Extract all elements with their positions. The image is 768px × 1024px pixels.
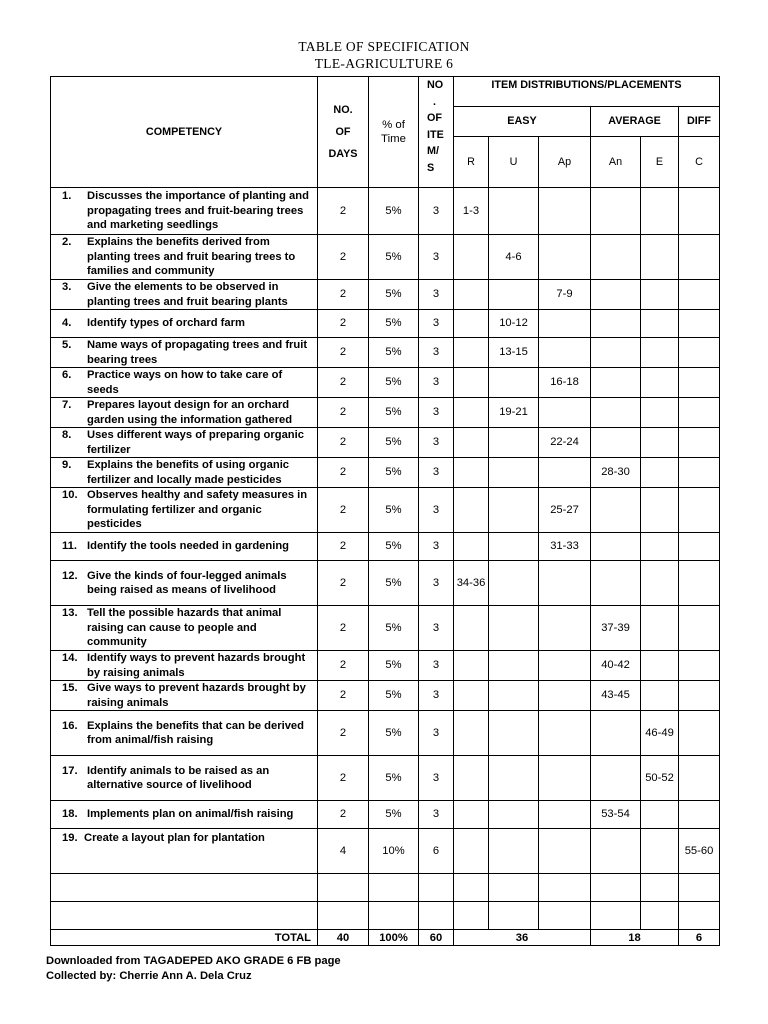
percent-time-cell: 10%: [369, 829, 419, 874]
competency-text: Tell the possible hazards that animal raising can cause to people and community: [87, 607, 282, 649]
e-cell: [641, 458, 679, 488]
e-cell: [641, 488, 679, 533]
days-cell: 2: [318, 801, 369, 829]
items-cell: 3: [419, 368, 454, 398]
items-cell: 3: [419, 561, 454, 606]
an-cell: [591, 711, 641, 756]
days-cell: 2: [318, 235, 369, 280]
competency-row: [51, 188, 720, 235]
competency-number: 7.: [62, 399, 72, 411]
percent-time-cell: 5%: [369, 606, 419, 651]
ap-cell: [539, 756, 591, 801]
days-cell: 2: [318, 398, 369, 428]
items-cell: 3: [419, 681, 454, 711]
competency-cell: [51, 829, 318, 874]
competency-number: 13.: [62, 607, 78, 620]
header-no-of-days: NO. OF DAYS: [318, 77, 369, 188]
u-cell: 19-21: [489, 398, 539, 428]
competency-row: [51, 368, 720, 398]
days-cell: 2: [318, 280, 369, 310]
percent-time-cell: 5%: [369, 561, 419, 606]
total-label: TOTAL: [51, 930, 318, 946]
competency-text: Name ways of propagating trees and fruit bearing trees: [87, 339, 308, 366]
header-no-of-items: NO . OF ITE M/ S: [419, 77, 454, 188]
competency-row: [51, 651, 720, 681]
empty-cell: [369, 902, 419, 930]
total-diff: 6: [679, 930, 720, 946]
ap-cell: [539, 606, 591, 651]
empty-cell: [419, 902, 454, 930]
an-cell: [591, 310, 641, 338]
competency-cell: [51, 711, 318, 756]
competency-number: 2.: [62, 236, 72, 249]
items-cell: 3: [419, 398, 454, 428]
days-cell: 2: [318, 651, 369, 681]
empty-cell: [679, 902, 720, 930]
competency-number: 3.: [62, 281, 72, 293]
empty-row: [51, 874, 720, 902]
competency-text: Give the kinds of four-legged animals being raised as means of livelihood: [87, 569, 287, 596]
competency-cell: [51, 606, 318, 651]
r-cell: [454, 368, 489, 398]
header-ap: Ap: [539, 137, 591, 188]
e-cell: [641, 368, 679, 398]
r-cell: [454, 756, 489, 801]
competency-cell: [51, 533, 318, 561]
header-average: AVERAGE: [591, 107, 679, 137]
ap-cell: [539, 458, 591, 488]
r-cell: [454, 488, 489, 533]
header-easy: EASY: [454, 107, 591, 137]
c-cell: [679, 533, 720, 561]
items-cell: 3: [419, 235, 454, 280]
empty-row: [51, 902, 720, 930]
an-cell: [591, 428, 641, 458]
e-cell: [641, 681, 679, 711]
an-cell: [591, 398, 641, 428]
header-e: E: [641, 137, 679, 188]
empty-cell: [679, 874, 720, 902]
r-cell: [454, 310, 489, 338]
items-cell: 3: [419, 651, 454, 681]
percent-time-cell: 5%: [369, 801, 419, 829]
r-cell: [454, 398, 489, 428]
competency-number: 17.: [62, 764, 78, 777]
r-cell: [454, 681, 489, 711]
an-cell: [591, 280, 641, 310]
competency-text: Give ways to prevent hazards brought by raising animals: [87, 682, 306, 709]
percent-time-cell: 5%: [369, 188, 419, 235]
e-cell: [641, 606, 679, 651]
items-cell: 3: [419, 458, 454, 488]
u-cell: 4-6: [489, 235, 539, 280]
an-cell: [591, 561, 641, 606]
ap-cell: 22-24: [539, 428, 591, 458]
c-cell: [679, 338, 720, 368]
percent-time-cell: 5%: [369, 368, 419, 398]
competency-cell: [51, 488, 318, 533]
competency-text: Identify animals to be raised as an alternative source of livelihood: [87, 764, 270, 791]
an-cell: 43-45: [591, 681, 641, 711]
percent-time-cell: 5%: [369, 681, 419, 711]
competency-number: 9.: [62, 459, 72, 471]
days-cell: 2: [318, 458, 369, 488]
percent-time-cell: 5%: [369, 428, 419, 458]
competency-number: 16.: [62, 719, 78, 732]
specification-table: [50, 76, 720, 946]
percent-time-cell: 5%: [369, 458, 419, 488]
u-cell: [489, 488, 539, 533]
r-cell: [454, 280, 489, 310]
competency-text: Give the elements to be observed in planting trees and fruit bearing plants: [87, 281, 288, 308]
ap-cell: [539, 561, 591, 606]
u-cell: 13-15: [489, 338, 539, 368]
footer-source: Downloaded from TAGADEPED AKO GRADE 6 FB page: [46, 955, 341, 967]
percent-time-cell: 5%: [369, 488, 419, 533]
c-cell: [679, 235, 720, 280]
empty-cell: [419, 874, 454, 902]
r-cell: [454, 711, 489, 756]
total-percent: 100%: [369, 930, 419, 946]
c-cell: [679, 651, 720, 681]
ap-cell: [539, 338, 591, 368]
competency-number: 6.: [62, 369, 72, 381]
header-c: C: [679, 137, 720, 188]
empty-cell: [591, 902, 641, 930]
c-cell: [679, 711, 720, 756]
an-cell: 53-54: [591, 801, 641, 829]
competency-text: Identify types of orchard farm: [87, 317, 245, 330]
c-cell: [679, 681, 720, 711]
days-cell: 2: [318, 561, 369, 606]
u-cell: [489, 188, 539, 235]
empty-cell: [454, 874, 489, 902]
competency-cell: [51, 235, 318, 280]
e-cell: [641, 188, 679, 235]
r-cell: [454, 651, 489, 681]
competency-number: 10.: [62, 489, 78, 502]
r-cell: [454, 428, 489, 458]
empty-cell: [539, 902, 591, 930]
c-cell: [679, 801, 720, 829]
header-an: An: [591, 137, 641, 188]
days-cell: 2: [318, 338, 369, 368]
competency-number: 15.: [62, 682, 78, 694]
r-cell: [454, 338, 489, 368]
r-cell: 34-36: [454, 561, 489, 606]
ap-cell: [539, 188, 591, 235]
e-cell: [641, 280, 679, 310]
days-cell: 4: [318, 829, 369, 874]
competency-text: Explains the benefits that can be derived from animal/fish raising: [87, 719, 304, 746]
an-cell: [591, 338, 641, 368]
competency-number: 5.: [62, 339, 72, 351]
items-cell: 3: [419, 428, 454, 458]
competency-text: Practice ways on how to take care of seeds: [87, 369, 283, 396]
empty-cell: [591, 874, 641, 902]
days-cell: 2: [318, 681, 369, 711]
e-cell: [641, 338, 679, 368]
competency-text: Explains the benefits derived from planting trees and fruit bearing trees to families and community: [87, 236, 296, 278]
empty-cell: [489, 874, 539, 902]
u-cell: [489, 533, 539, 561]
an-cell: 28-30: [591, 458, 641, 488]
days-cell: 2: [318, 310, 369, 338]
ap-cell: 25-27: [539, 488, 591, 533]
competency-cell: [51, 310, 318, 338]
document-title: TABLE OF SPECIFICATION: [298, 39, 470, 54]
competency-cell: [51, 368, 318, 398]
competency-text: Discusses the importance of planting and propagating trees and fruit-bearing trees and marketing seedlings: [87, 190, 309, 232]
competency-cell: [51, 338, 318, 368]
competency-row: [51, 711, 720, 756]
empty-cell: [51, 874, 318, 902]
days-cell: 2: [318, 368, 369, 398]
items-cell: 6: [419, 829, 454, 874]
an-cell: 40-42: [591, 651, 641, 681]
u-cell: [489, 606, 539, 651]
u-cell: [489, 756, 539, 801]
c-cell: [679, 280, 720, 310]
competency-text: Prepares layout design for an orchard garden using the information gathered: [87, 399, 293, 426]
r-cell: [454, 533, 489, 561]
competency-number: 8.: [62, 429, 72, 441]
empty-cell: [318, 902, 369, 930]
an-cell: [591, 368, 641, 398]
days-cell: 2: [318, 488, 369, 533]
competency-row: [51, 756, 720, 801]
r-cell: [454, 801, 489, 829]
competency-cell: [51, 458, 318, 488]
e-cell: 50-52: [641, 756, 679, 801]
percent-time-cell: 5%: [369, 280, 419, 310]
items-cell: 3: [419, 801, 454, 829]
percent-time-cell: 5%: [369, 651, 419, 681]
c-cell: [679, 398, 720, 428]
competency-cell: [51, 428, 318, 458]
competency-row: [51, 801, 720, 829]
competency-cell: [51, 561, 318, 606]
c-cell: [679, 458, 720, 488]
competency-cell: [51, 188, 318, 235]
percent-time-cell: 5%: [369, 711, 419, 756]
an-cell: 37-39: [591, 606, 641, 651]
days-cell: 2: [318, 188, 369, 235]
competency-number: 11.: [62, 540, 77, 553]
header-competency: COMPETENCY: [51, 77, 318, 188]
u-cell: [489, 801, 539, 829]
competency-row: [51, 681, 720, 711]
total-days: 40: [318, 930, 369, 946]
u-cell: [489, 428, 539, 458]
days-cell: 2: [318, 606, 369, 651]
c-cell: [679, 310, 720, 338]
competency-row: [51, 310, 720, 338]
r-cell: [454, 235, 489, 280]
competency-row: [51, 606, 720, 651]
competency-row: [51, 428, 720, 458]
u-cell: [489, 711, 539, 756]
percent-time-cell: 5%: [369, 235, 419, 280]
header-percent-time: % of Time: [369, 77, 419, 188]
r-cell: 1-3: [454, 188, 489, 235]
header-u: U: [489, 137, 539, 188]
ap-cell: [539, 235, 591, 280]
an-cell: [591, 756, 641, 801]
e-cell: [641, 651, 679, 681]
competency-number: 14.: [62, 652, 78, 664]
items-cell: 3: [419, 188, 454, 235]
empty-cell: [641, 902, 679, 930]
empty-cell: [539, 874, 591, 902]
competency-number: 1.: [62, 190, 72, 203]
c-cell: [679, 606, 720, 651]
ap-cell: [539, 681, 591, 711]
ap-cell: 16-18: [539, 368, 591, 398]
competency-text: Identify the tools needed in gardening: [87, 540, 290, 553]
r-cell: [454, 606, 489, 651]
competency-text: Create a layout plan for plantation: [84, 832, 265, 844]
items-cell: 3: [419, 756, 454, 801]
empty-cell: [369, 874, 419, 902]
empty-cell: [489, 902, 539, 930]
c-cell: [679, 488, 720, 533]
e-cell: [641, 398, 679, 428]
total-items: 60: [419, 930, 454, 946]
an-cell: [591, 235, 641, 280]
competency-row: [51, 458, 720, 488]
u-cell: [489, 681, 539, 711]
days-cell: 2: [318, 711, 369, 756]
competency-cell: [51, 280, 318, 310]
items-cell: 3: [419, 606, 454, 651]
competency-row: [51, 235, 720, 280]
empty-cell: [318, 874, 369, 902]
c-cell: [679, 428, 720, 458]
e-cell: [641, 428, 679, 458]
competency-cell: [51, 681, 318, 711]
items-cell: 3: [419, 533, 454, 561]
u-cell: [489, 651, 539, 681]
c-cell: [679, 188, 720, 235]
competency-text: Implements plan on animal/fish raising: [87, 808, 294, 821]
u-cell: [489, 561, 539, 606]
percent-time-cell: 5%: [369, 756, 419, 801]
competency-cell: [51, 756, 318, 801]
an-cell: [591, 533, 641, 561]
competency-text: Observes healthy and safety measures in formulating fertilizer and organic pesticides: [87, 489, 308, 531]
items-cell: 3: [419, 280, 454, 310]
items-cell: 3: [419, 488, 454, 533]
ap-cell: [539, 310, 591, 338]
total-easy: 36: [454, 930, 591, 946]
empty-cell: [51, 902, 318, 930]
u-cell: [489, 280, 539, 310]
an-cell: [591, 488, 641, 533]
ap-cell: [539, 651, 591, 681]
header-item-distributions: ITEM DISTRIBUTIONS/PLACEMENTS: [454, 77, 720, 107]
c-cell: [679, 368, 720, 398]
competency-cell: [51, 651, 318, 681]
an-cell: [591, 829, 641, 874]
competency-number: 18.: [62, 808, 78, 821]
an-cell: [591, 188, 641, 235]
percent-time-cell: 5%: [369, 338, 419, 368]
total-row: [51, 930, 720, 946]
empty-cell: [641, 874, 679, 902]
competency-row: [51, 561, 720, 606]
competency-text: Explains the benefits of using organic fertilizer and locally made pesticides: [87, 459, 290, 486]
header-diff: DIFF: [679, 107, 720, 137]
competency-row: [51, 488, 720, 533]
c-cell: [679, 561, 720, 606]
e-cell: [641, 829, 679, 874]
total-average: 18: [591, 930, 679, 946]
percent-time-cell: 5%: [369, 398, 419, 428]
competency-row: [51, 280, 720, 310]
ap-cell: [539, 801, 591, 829]
u-cell: [489, 829, 539, 874]
competency-row: [51, 398, 720, 428]
c-cell: [679, 756, 720, 801]
competency-row: [51, 533, 720, 561]
document-subtitle: TLE-AGRICULTURE 6: [314, 56, 454, 71]
competency-text: Identify ways to prevent hazards brought by raising animals: [87, 652, 306, 679]
empty-cell: [454, 902, 489, 930]
ap-cell: [539, 711, 591, 756]
competency-number: 4.: [62, 317, 72, 330]
ap-cell: 7-9: [539, 280, 591, 310]
r-cell: [454, 458, 489, 488]
u-cell: 10-12: [489, 310, 539, 338]
days-cell: 2: [318, 756, 369, 801]
competency-text: Uses different ways of preparing organic fertilizer: [87, 429, 304, 456]
c-cell: 55-60: [679, 829, 720, 874]
days-cell: 2: [318, 428, 369, 458]
competency-number: 19.: [62, 832, 78, 844]
r-cell: [454, 829, 489, 874]
items-cell: 3: [419, 310, 454, 338]
competency-cell: [51, 398, 318, 428]
e-cell: [641, 533, 679, 561]
competency-row: [51, 829, 720, 874]
ap-cell: 31-33: [539, 533, 591, 561]
competency-row: [51, 338, 720, 368]
u-cell: [489, 458, 539, 488]
e-cell: 46-49: [641, 711, 679, 756]
e-cell: [641, 801, 679, 829]
e-cell: [641, 235, 679, 280]
header-r: R: [454, 137, 489, 188]
competency-cell: [51, 801, 318, 829]
u-cell: [489, 368, 539, 398]
e-cell: [641, 561, 679, 606]
footer-collector: Collected by: Cherrie Ann A. Dela Cruz: [46, 970, 252, 982]
ap-cell: [539, 829, 591, 874]
competency-number: 12.: [62, 569, 78, 582]
ap-cell: [539, 398, 591, 428]
percent-time-cell: 5%: [369, 310, 419, 338]
items-cell: 3: [419, 338, 454, 368]
items-cell: 3: [419, 711, 454, 756]
days-cell: 2: [318, 533, 369, 561]
e-cell: [641, 310, 679, 338]
percent-time-cell: 5%: [369, 533, 419, 561]
